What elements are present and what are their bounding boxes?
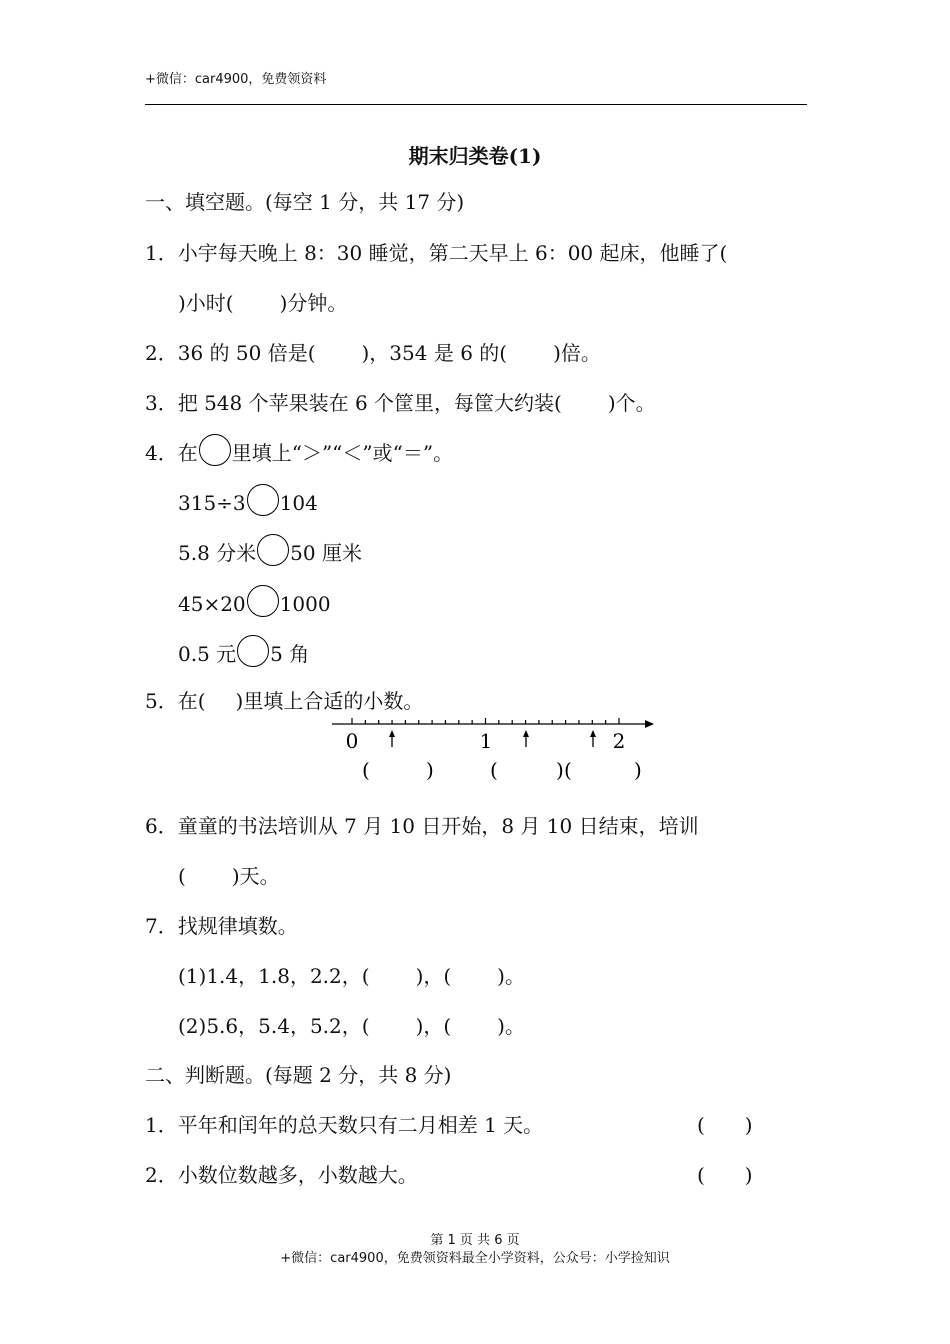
page-number: 第 1 页 共 6 页: [430, 1233, 520, 1248]
footer-note: +微信：car4900，免费领资料最全小学资料，公众号：小学捡知识: [280, 1251, 670, 1266]
judge-item-text: 1．平年和闰年的总天数只有二月相差 1 天。: [145, 1113, 544, 1137]
up-arrow-icon: [389, 730, 395, 747]
q6-line1: 6．童童的书法培训从 7 月 10 日开始，8 月 10 日结束，培训: [145, 814, 699, 838]
q2-b: )，354 是 6 的(: [361, 341, 508, 365]
q2-a: 2．36 的 50 倍是(: [145, 341, 316, 365]
q7-heading: 7．找规律填数。: [145, 914, 298, 938]
label-2: 2: [612, 729, 626, 753]
paren-open: (: [490, 758, 498, 782]
q1-line2b: )分钟。: [279, 291, 348, 315]
label-0: 0: [345, 729, 359, 753]
q7-s1-c: )。: [497, 964, 525, 988]
q4-b: 里填上“＞”“＜”或“＝”。: [231, 441, 454, 465]
q4-item-right: 104: [279, 491, 318, 515]
q7-s2: [178, 1010, 525, 1039]
number-line: [320, 712, 665, 787]
paren-close: ): [426, 758, 434, 782]
up-arrow-icon: [523, 730, 529, 747]
answer-circle[interactable]: [247, 585, 279, 617]
q7-s2-a: (2)5.6，5.4，5.2，(: [178, 1014, 370, 1038]
paren-open: (: [362, 758, 370, 782]
q4-item: [178, 635, 309, 667]
q3-b: )个。: [607, 391, 656, 415]
paren-open: (: [564, 758, 572, 782]
paren-close: ): [634, 758, 642, 782]
q6-line2: [178, 860, 280, 889]
q2: [145, 337, 601, 366]
q4: [145, 434, 453, 466]
q4-item-left: 315÷3: [178, 491, 246, 515]
q1-line2: [178, 287, 347, 316]
q1-line2a: )小时(: [178, 291, 234, 315]
judge-item-text: 2．小数位数越多，小数越大。: [145, 1163, 418, 1187]
judge-item-answer[interactable]: ( ): [697, 1113, 753, 1137]
q3: [145, 387, 656, 416]
answer-circle[interactable]: [257, 534, 289, 566]
section1-heading: 一、填空题。(每空 1 分，共 17 分): [145, 190, 465, 214]
q4-item-left: 45×20: [178, 592, 246, 616]
number-line-ticks: [352, 718, 619, 724]
answer-circle[interactable]: [237, 635, 269, 667]
up-arrow-icon: [590, 730, 596, 747]
paren-close: ): [556, 758, 564, 782]
q7-s2-c: )。: [497, 1014, 525, 1038]
q6-line2a: (: [178, 864, 186, 888]
q4-item-left: 0.5 元: [178, 642, 237, 666]
label-1: 1: [479, 729, 493, 753]
q6-line2b: )天。: [231, 864, 280, 888]
header-rule: [145, 104, 807, 105]
answer-circle[interactable]: [247, 484, 279, 516]
q4-item-right: 50 厘米: [290, 541, 362, 565]
q1-line1: 1．小宇每天晚上 8：30 睡觉，第二天早上 6：00 起床，他睡了(: [145, 241, 728, 265]
q7-s1: [178, 960, 525, 989]
q4-item: [178, 534, 362, 566]
page-title: 期末归类卷(1): [408, 144, 542, 168]
q5: [145, 685, 423, 714]
section2-heading: 二、判断题。(每题 2 分，共 8 分): [145, 1063, 452, 1087]
q7-s1-b: )，(: [415, 964, 452, 988]
judge-item-answer[interactable]: ( ): [697, 1163, 753, 1187]
q4-item-right: 5 角: [270, 642, 310, 666]
q5-a: 5．在(: [145, 689, 206, 713]
answer-circle[interactable]: [199, 434, 231, 466]
q3-a: 3．把 548 个苹果装在 6 个筐里，每筐大约装(: [145, 391, 562, 415]
q2-c: )倍。: [553, 341, 601, 365]
q4-a: 4．在: [145, 441, 198, 465]
q4-item-right: 1000: [279, 592, 331, 616]
q7-s2-b: )，(: [415, 1014, 452, 1038]
number-line-arrow: [645, 720, 654, 728]
q7-s1-a: (1)1.4，1.8，2.2，(: [178, 964, 370, 988]
q4-item-left: 5.8 分米: [178, 541, 257, 565]
q5-b: )里填上合适的小数。: [235, 689, 424, 713]
header-note: +微信：car4900，免费领资料: [145, 72, 327, 87]
q4-item: [178, 484, 318, 516]
q4-item: [178, 585, 331, 617]
